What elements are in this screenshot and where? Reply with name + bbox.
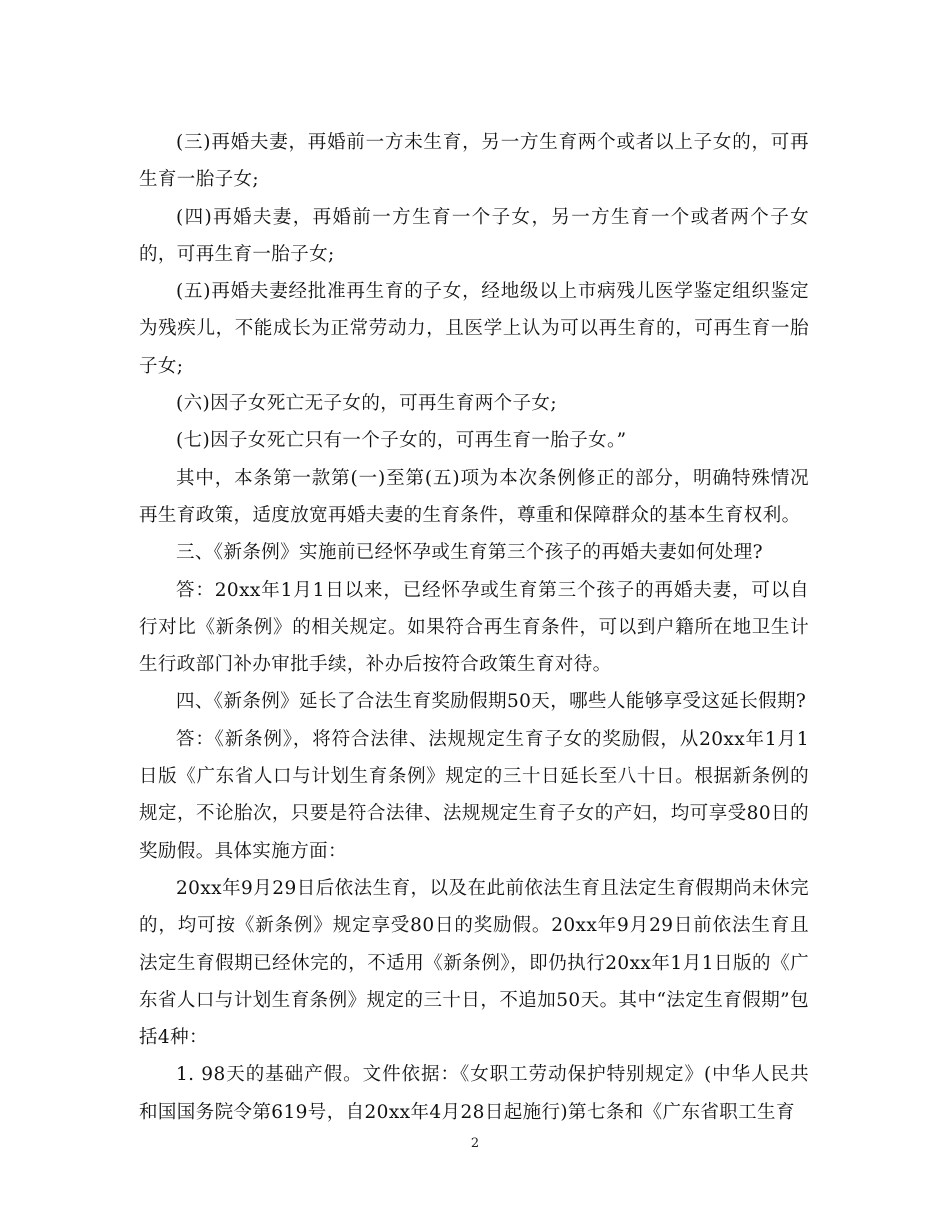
- question-3: 三、《新条例》实施前已经怀孕或生育第三个孩子的再婚夫妻如何处理?: [176, 542, 763, 564]
- paragraph-item-5: (五)再婚夫妻经批准再生育的子女，经地级以上市病残儿医学鉴定组织鉴定为残疾儿，不能成长为正常劳动力，且医学上认为可以再生育的，可再生育一胎子女;: [139, 281, 809, 377]
- paragraph-item-3: (三)再婚夫妻，再婚前一方未生育，另一方生育两个或者以上子女的，可再生育一胎子女;: [139, 132, 809, 191]
- paragraph-item-6: (六)因子女死亡无子女的，可再生育两个子女;: [176, 393, 557, 415]
- page-number: 2: [470, 1136, 480, 1151]
- answer-4: 答：《新条例》，将符合法律、法规规定生育子女的奖励假，从20xx年1月1日版《广东省人口与计划生育条例》规定的三十日延长至八十日。根据新条例的规定，不论胎次，只要是符合法律、法规规定生育子女的产妇，均可享受80日的奖励假。具体实施方面：: [139, 728, 809, 862]
- question-4: 四、《新条例》延长了合法生育奖励假期50天，哪些人能够享受这延长假期?: [176, 691, 807, 713]
- paragraph-note: 其中，本条第一款第(一)至第(五)项为本次条例修正的部分，明确特殊情况再生育政策，适度放宽再婚夫妻的生育条件，尊重和保障群众的基本生育权利。: [139, 467, 809, 526]
- leave-type-1: 1. 98天的基础产假。文件依据：《女职工劳动保护特别规定》(中华人民共和国国务院令第619号，自20xx年4月28日起施行)第七条和《广东省职工生育: [139, 1064, 809, 1123]
- paragraph-item-4: (四)再婚夫妻，再婚前一方生育一个子女，另一方生育一个或者两个子女的，可再生育一胎子女;: [139, 206, 809, 265]
- answer-3: 答：20xx年1月1日以来，已经怀孕或生育第三个孩子的再婚夫妻，可以自行对比《新条例》的相关规定。如果符合再生育条件，可以到户籍所在地卫生计生行政部门补办审批手续，补办后按符合政策生育对待。: [139, 579, 809, 676]
- answer-4-detail: 20xx年9月29日后依法生育，以及在此前依法生育且法定生育假期尚未休完的，均可按《新条例》规定享受80日的奖励假。20xx年9月29日前依法生育且法定生育假期已经休完的，不适用《新条例》，即仍执行20xx年1月1日版的《广东省人口与计划生育条例》规定的三十日，不追加50天。其中“法定生育假期”包括4种：: [139, 877, 809, 1049]
- paragraph-item-7: (七)因子女死亡只有一个子女的，可再生育一胎子女。”: [176, 430, 627, 452]
- document-body: [139, 124, 809, 1131]
